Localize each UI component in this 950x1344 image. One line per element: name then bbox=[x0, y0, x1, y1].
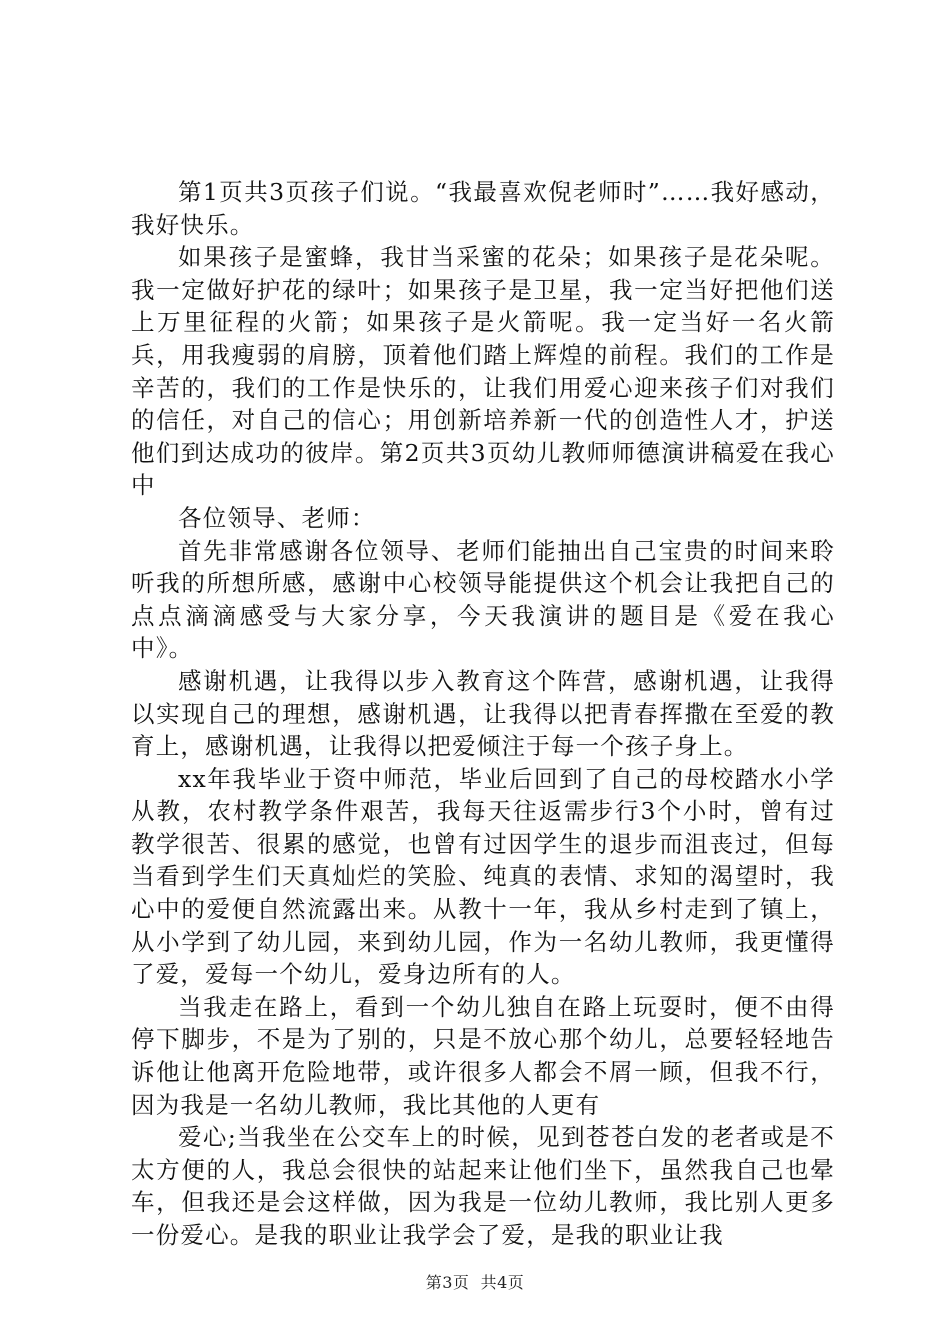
page-footer bbox=[0, 1270, 950, 1293]
footer-spacer bbox=[469, 1273, 480, 1292]
paragraph-6: xx年我毕业于资中师范，毕业后回到了自己的母校踏水小学从教，农村教学条件艰苦，我每天往返需步行3个小时，曾有过教学很苦、很累的感觉，也曾有过因学生的退步而沮丧过，但每当看到学生们天真灿烂的笑脸、纯真的表情、求知的渴望时，我心中的爱便自然流露出来。从教十一年，我从乡村走到了镇上，从小学到了幼儿园，来到幼儿园，作为一名幼儿教师，我更懂得了爱，爱每一个幼儿，爱身边所有的人。 bbox=[131, 764, 835, 989]
paragraph-4: 首先非常感谢各位领导、老师们能抽出自己宝贵的时间来聆听我的所想所感，感谢中心校领导能提供这个机会让我把自己的点点滴滴感受与大家分享，今天我演讲的题目是《爱在我心中》。 bbox=[131, 536, 835, 663]
page-total: 共4页 bbox=[480, 1273, 525, 1292]
paragraph-2: 如果孩子是蜜蜂，我甘当采蜜的花朵；如果孩子是花朵呢。我一定做好护花的绿叶；如果孩子是卫星，我一定当好把他们送上万里征程的火箭；如果孩子是火箭呢。我一定当好一名火箭兵，用我瘦弱的肩膀，顶着他们踏上辉煌的前程。我们的工作是辛苦的，我们的工作是快乐的，让我们用爱心迎来孩子们对我们的信任，对自己的信心；用创新培养新一代的创造性人才，护送他们到达成功的彼岸。第2页共3页幼儿教师师德演讲稿爱在我心中 bbox=[131, 243, 835, 500]
paragraph-5: 感谢机遇，让我得以步入教育这个阵营，感谢机遇，让我得以实现自己的理想，感谢机遇，让我得以把青春挥撒在至爱的教育上，感谢机遇，让我得以把爱倾注于每一个孩子身上。 bbox=[131, 666, 835, 761]
paragraph-3: 各位领导、老师： bbox=[178, 503, 376, 532]
paragraph-7: 当我走在路上，看到一个幼儿独自在路上玩耍时，便不由得停下脚步，不是为了别的，只是不放心那个幼儿，总要轻轻地告诉他让他离开危险地带，或许很多人都会不屑一顾，但我不行，因为我是一名幼儿教师，我比其他的人更有 bbox=[131, 992, 835, 1119]
page-number: 第3页 bbox=[425, 1273, 470, 1292]
paragraph-8: 爱心;当我坐在公交车上的时候，见到苍苍白发的老者或是不太方便的人，我总会很快的站起来让他们坐下，虽然我自己也晕车，但我还是会这样做，因为我是一位幼儿教师，我比别人更多一份爱心。是我的职业让我学会了爱，是我的职业让我 bbox=[131, 1123, 835, 1249]
paragraph-1: 第1页共3页孩子们说。“我最喜欢倪老师时”……我好感动，我好快乐。 bbox=[131, 178, 835, 239]
document-body bbox=[131, 176, 835, 1252]
